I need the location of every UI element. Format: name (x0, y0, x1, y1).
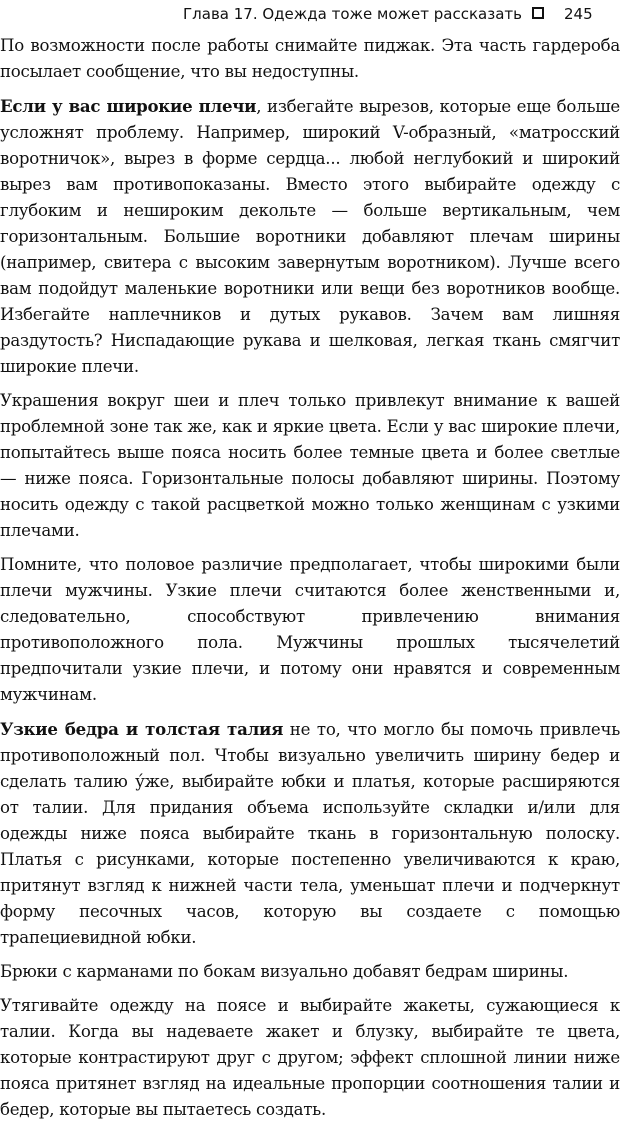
paragraph-narrow-hips (0, 716, 620, 951)
body-text (0, 33, 620, 1131)
chapter-title: Глава 17. Одежда тоже может рассказать (183, 5, 522, 23)
paragraph-jacket (0, 33, 620, 85)
paragraph-gender-difference (0, 552, 620, 708)
paragraph-waist (0, 993, 620, 1123)
paragraph-text: не то, что могло бы помочь привлечь противоположный пол. Чтобы визуально увеличить ширину бедер и сделать талию у́же, выбирайте юбки и платья, которые расширяются от талии. Для придания объема используйте складки и/или для одежды ниже пояса выбирайте ткань в горизонтальную полоску. Платья с рисунками, которые постепенно увеличиваются к краю, притянут взгляд к нижней части тела, уменьшат плечи и подчеркнут форму песочных часов, которую вы создаете с помощью трапециевидной юбки. (0, 720, 620, 947)
paragraph-jewelry (0, 388, 620, 544)
paragraph-text: , избегайте вырезов, которые еще больше усложнят проблему. Например, широкий V-образный, «матросский воротничок», вырез в форме сердца... любой неглубокий и широкий вырез вам противопоказаны. Вместо этого выбирайте одежду с глубоким и нешироким декольте — больше вертикальным, чем горизонтальным. Большие воротники добавляют плечам ширины (например, свитера с высоким завернутым воротником). Лучше всего вам подойдут маленькие воротники или вещи без воротников вообще. Избегайте наплечников и дутых рукавов. Зачем вам лишняя раздутость? Ниспадающие рукава и шелковая, легкая ткань смягчит широкие плечи. (0, 97, 620, 376)
paragraph-broad-shoulders (0, 93, 620, 380)
paragraph-lead: Если у вас широкие плечи (0, 96, 257, 116)
paragraph-text: Брюки с карманами по бокам визуально добавят бедрам ширины. (0, 962, 569, 981)
paragraph-text: Помните, что половое различие предполагает, чтобы широкими были плечи мужчины. Узкие плечи считаются более женственными и, следовательно, способствуют привлечению внимания противоположного пола. Мужчины прошлых тысячелетий предпочитали узкие плечи, и потому они нравятся и современным мужчинам. (0, 555, 620, 704)
paragraph-text: Утягивайте одежду на поясе и выбирайте жакеты, сужающиеся к талии. Когда вы надеваете жакет и блузку, выбирайте те цвета, которые контрастируют друг с другом; эффект сплошной линии ниже пояса притянет взгляд на идеальные пропорции соотношения талии и бедер, которые вы пытаетесь создать. (0, 996, 620, 1119)
paragraph-lead: Узкие бедра и толстая талия (0, 719, 284, 739)
running-header (0, 0, 620, 28)
paragraph-trousers (0, 959, 620, 985)
page-number: 245 (564, 5, 593, 23)
paragraph-text: Украшения вокруг шеи и плеч только привлекут внимание к вашей проблемной зоне так же, как и яркие цвета. Если у вас широкие плечи, попытайтесь выше пояса носить более темные цвета и более светлые — ниже пояса. Горизонтальные полосы добавляют ширины. Поэтому носить одежду с такой расцветкой можно только женщинам с узкими плечами. (0, 391, 620, 540)
paragraph-text: По возможности после работы снимайте пиджак. Эта часть гардероба посылает сообщение, что вы недоступны. (0, 36, 620, 81)
square-box-icon (532, 7, 544, 19)
